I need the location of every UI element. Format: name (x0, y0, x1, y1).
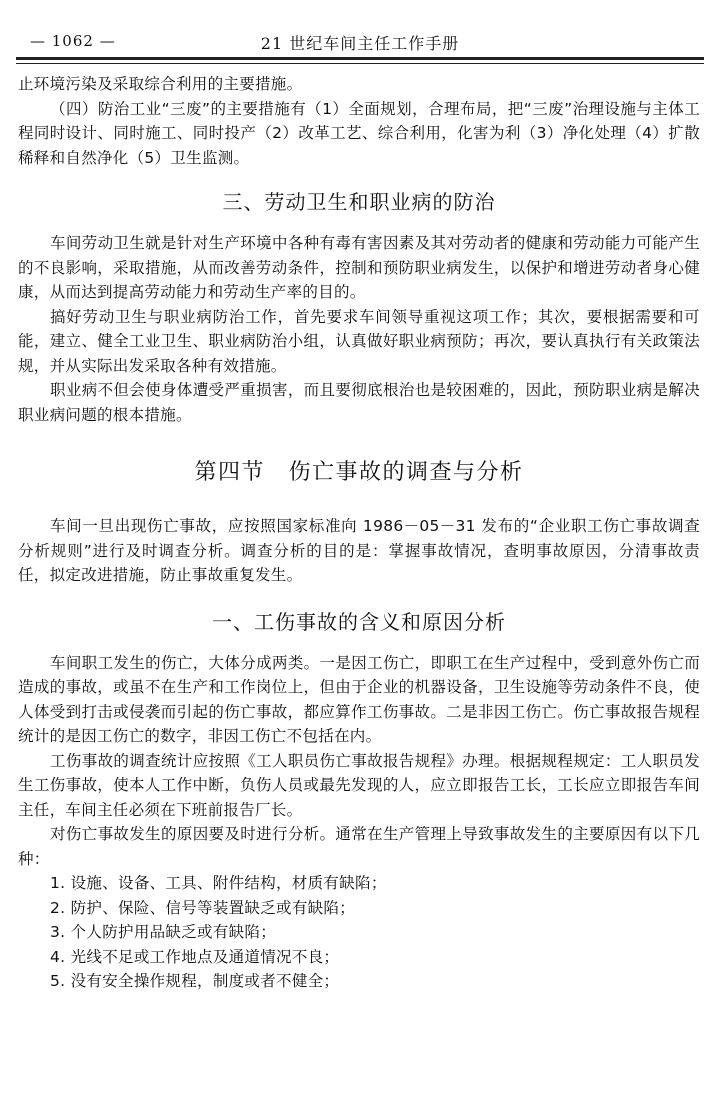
section-heading: 三、劳动卫生和职业病的防治 (222, 190, 496, 214)
paragraph: 工伤事故的调查统计应按照《工人职员伤亡事故报告规程》办理。根据规程规定：工人职员发生工伤事故，使本人工作中断，负伤人员或最先发现的人，应立即报告工长，工长应立即报告车间主任，车间主任必须在下班前报告厂长。 (18, 751, 700, 819)
header-rule-thin (16, 63, 704, 64)
page-body (18, 72, 700, 994)
paragraph: 止环境污染及采取综合利用的主要措施。 (18, 75, 303, 93)
page-header (20, 28, 700, 58)
paragraph: 车间劳动卫生就是针对生产环境中各种有毒有害因素及其对劳动者的健康和劳动能力可能产生的不良影响，采取措施，从而改善劳动条件，控制和预防职业病发生，以保护和增进劳动者身心健康，从而达到提高劳动能力和劳动生产率的目的。 (18, 234, 700, 301)
page-number: — 1062 — (30, 32, 116, 50)
paragraph: 车间一旦出现伤亡事故，应按照国家标准向 1986－05－31 发布的“企业职工伤亡事故调查分析规则”进行及时调查分析。调查分析的目的是：掌握事故情况，查明事故原因，分清事故责任，拟定改进措施，防止事故重复发生。 (18, 517, 700, 584)
paragraph: （四）防治工业“三废”的主要措施有（1）全面规划，合理布局，把“三废”治理设施与主体工程同时设计、同时施工、同时投产（2）改革工艺、综合利用，化害为利（3）净化处理（4）扩散稀释和自然净化（5）卫生监测。 (18, 99, 700, 167)
list-item: 3. 个人防护用品缺乏或有缺陷； (50, 923, 277, 941)
running-title: 21 世纪车间主任工作手册 (260, 34, 460, 53)
list-item: 4. 光线不足或工作地点及通道情况不良； (50, 947, 340, 966)
paragraph: 对伤亡事故发生的原因要及时进行分析。通常在生产管理上导致事故发生的主要原因有以下几种： (18, 825, 700, 868)
list-item: 1. 设施、设备、工具、附件结构，材质有缺陷； (50, 874, 387, 892)
list-item: 2. 防护、保险、信号等装置缺乏或有缺陷； (50, 898, 356, 917)
paragraph: 车间职工发生的伤亡，大体分成两类。一是因工伤亡，即职工在生产过程中，受到意外伤亡而造成的事故，或虽不在生产和工作岗位上，但由于企业的机器设备，卫生设施等劳动条件不良，使人体受到打击或侵袭而引起的伤亡事故，都应算作工伤事故。二是非因工伤亡。伤亡事故报告规程统计的是因工伤亡的数字，非因工伤亡不包括在内。 (18, 653, 700, 745)
chapter-section-heading: 第四节 伤亡事故的调查与分析 (194, 460, 524, 485)
subsection-heading: 一、工伤事故的含义和原因分析 (212, 609, 506, 634)
paragraph: 职业病不但会使身体遭受严重损害，而且要彻底根治也是较困难的，因此，预防职业病是解决职业病问题的根本措施。 (18, 381, 700, 424)
paragraph: 搞好劳动卫生与职业病防治工作，首先要求车间领导重视这项工作；其次，要根据需要和可能，建立、健全工业卫生、职业病防治小组，认真做好职业病预防；再次，要认真执行有关政策法规，并从实际出发采取各种有效措施。 (18, 307, 700, 375)
list-item: 5. 没有安全操作规程，制度或者不健全； (50, 972, 340, 990)
header-rule-thick (16, 57, 704, 60)
